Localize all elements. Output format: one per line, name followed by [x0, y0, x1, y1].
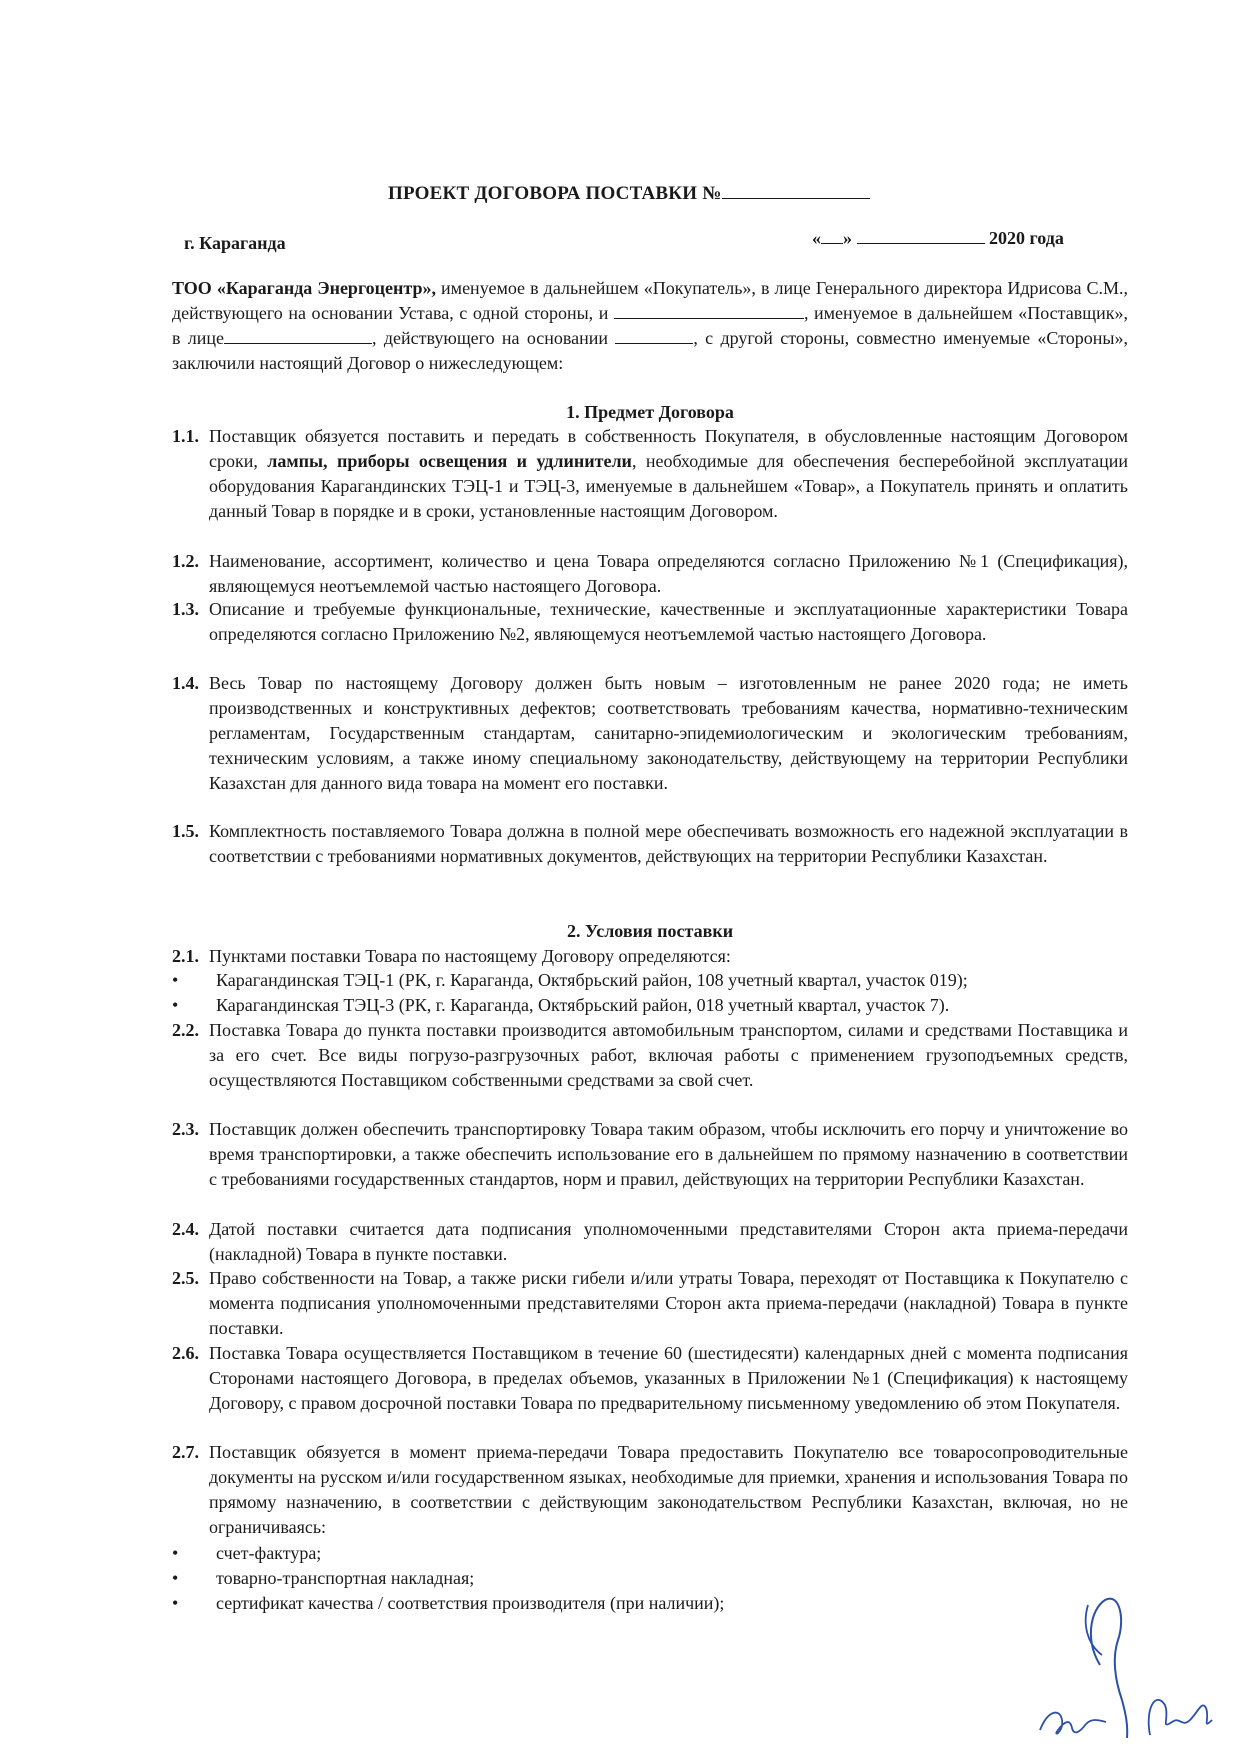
- city: г. Караганда: [184, 233, 286, 253]
- clause-2-2: 2.2. Поставка Товара до пункта поставки производится автомобильным транспортом, силами и средствами Поставщика и за его счет. Все виды погрузо-разгрузочных работ, включая работы с применением грузоподъемных средств, осуществляются Поставщиком собственными средствами за свой счет.: [172, 1020, 1128, 1090]
- clause-1-3: 1.3. Описание и требуемые функциональные, технические, качественные и эксплуатационные характеристики Товара определяются согласно Приложению №2, являющемуся неотъемлемой частью настоящего Договора.: [172, 599, 1128, 644]
- clause-1-2: 1.2. Наименование, ассортимент, количество и цена Товара определяются согласно Приложению №1 (Спецификация), являющемуся неотъемлемой частью настоящего Договора.: [172, 551, 1128, 596]
- year: 2020 года: [989, 228, 1064, 248]
- list-item: • сертификат качества / соответствия производителя (при наличии);: [172, 1593, 725, 1613]
- list-item: • счет-фактура;: [172, 1543, 322, 1563]
- day-blank: [821, 226, 843, 244]
- list-item: • Карагандинская ТЭЦ-3 (РК, г. Караганда, Октябрьский район, 018 учетный квартал, участок 7).: [172, 995, 950, 1015]
- clause-2-7: 2.7. Поставщик обязуется в момент приема-передачи Товара предоставить Покупателю все товаросопроводительные документы на русском и/или государственном языках, необходимые для приемки, хранения и использования Товара по прямому назначению, в соответствии с действующим законодательством Республики Казахстан, включая, но не ограничиваясь:: [172, 1442, 1128, 1537]
- month-blank: [857, 226, 985, 244]
- clause-2-1: 2.1. Пунктами поставки Товара по настоящему Договору определяются:: [172, 946, 731, 966]
- clause-2-3: 2.3. Поставщик должен обеспечить транспортировку Товара таким образом, чтобы исключить его порчу и уничтожение во время транспортировки, а также обеспечить использование его в дальнейшем по прямому назначению в соответствии с требованиями государственных стандартов, норм и правил, действующих на территории Республики Казахстан.: [172, 1119, 1128, 1189]
- clause-2-4: 2.4. Датой поставки считается дата подписания уполномоченными представителями Сторон акта приема-передачи (накладной) Товара в пункте поставки.: [172, 1219, 1128, 1264]
- supplier-rep-blank: [224, 326, 372, 344]
- preamble: ТОО «Караганда Энергоцентр», именуемое в дальнейшем «Покупатель», в лице Генерального директора Идрисова С.М., действующего на основании Устава, с одной стороны, и , именуемое в дальнейшем «Поставщик», в лице , действующего на основании , с другой стороны, совместно именуемые «Стороны», заключили настоящий Договор о нижеследующем:: [172, 278, 1129, 373]
- clause-2-6: 2.6. Поставка Товара осуществляется Поставщиком в течение 60 (шестидесяти) календарных дней с момента подписания Сторонами настоящего Договора, в пределах объемов, указанных в Приложении №1 (Спецификация) к настоящему Договору, с правом досрочной поставки Товара по предварительному письменному уведомлению об этом Покупателя.: [172, 1343, 1128, 1413]
- contract-date: « » 2020 года: [812, 228, 1064, 248]
- list-item: • Карагандинская ТЭЦ-1 (РК, г. Караганда, Октябрьский район, 108 учетный квартал, участок 019);: [172, 970, 968, 990]
- handwritten-signatures: [1030, 1570, 1220, 1745]
- buyer-name: ТОО «Караганда Энергоцентр»,: [172, 278, 436, 298]
- document-title: [388, 180, 870, 205]
- section-1-heading: 1. Предмет Договора: [566, 402, 734, 422]
- clause-1-4: 1.4. Весь Товар по настоящему Договору должен быть новым – изготовленным не ранее 2020 года; не иметь производственных и конструктивных дефектов; соответствовать требованиям качества, нормативно-техническим регламентам, Государственным стандартам, санитарно-эпидемиологическим и экологическим требованиям, техническим условиям, а также иному специальному законодательству, действующему на территории Республики Казахстан для данного вида товара на момент его поставки.: [172, 673, 1128, 793]
- supplier-name-blank: [614, 301, 804, 319]
- title-text: ПРОЕКТ ДОГОВОРА ПОСТАВКИ №: [388, 183, 722, 204]
- section-2-heading: 2. Условия поставки: [566, 921, 734, 941]
- basis-blank: [615, 326, 693, 344]
- list-item: • товарно-транспортная накладная;: [172, 1568, 475, 1588]
- clause-1-5: 1.5. Комплектность поставляемого Товара должна в полной мере обеспечивать возможность его надежной эксплуатации в соответствии с требованиями нормативных документов, действующих на территории Республики Казахстан.: [172, 821, 1128, 866]
- contract-number-blank: [722, 180, 870, 199]
- clause-2-5: 2.5. Право собственности на Товар, а также риски гибели и/или утраты Товара, переходят от Поставщика к Покупателю с момента подписания уполномоченными представителями Сторон акта приема-передачи (накладной) Товара в пункте поставки.: [172, 1268, 1128, 1338]
- clause-1-1: 1.1. Поставщик обязуется поставить и передать в собственность Покупателя, в обусловленные настоящим Договором сроки, лампы, приборы освещения и удлинители, необходимые для обеспечения бесперебойной эксплуатации оборудования Карагандинских ТЭЦ-1 и ТЭЦ-3, именуемые в дальнейшем «Товар», а Покупатель принять и оплатить данный Товар в порядке и в сроки, установленные настоящим Договором.: [172, 426, 1128, 521]
